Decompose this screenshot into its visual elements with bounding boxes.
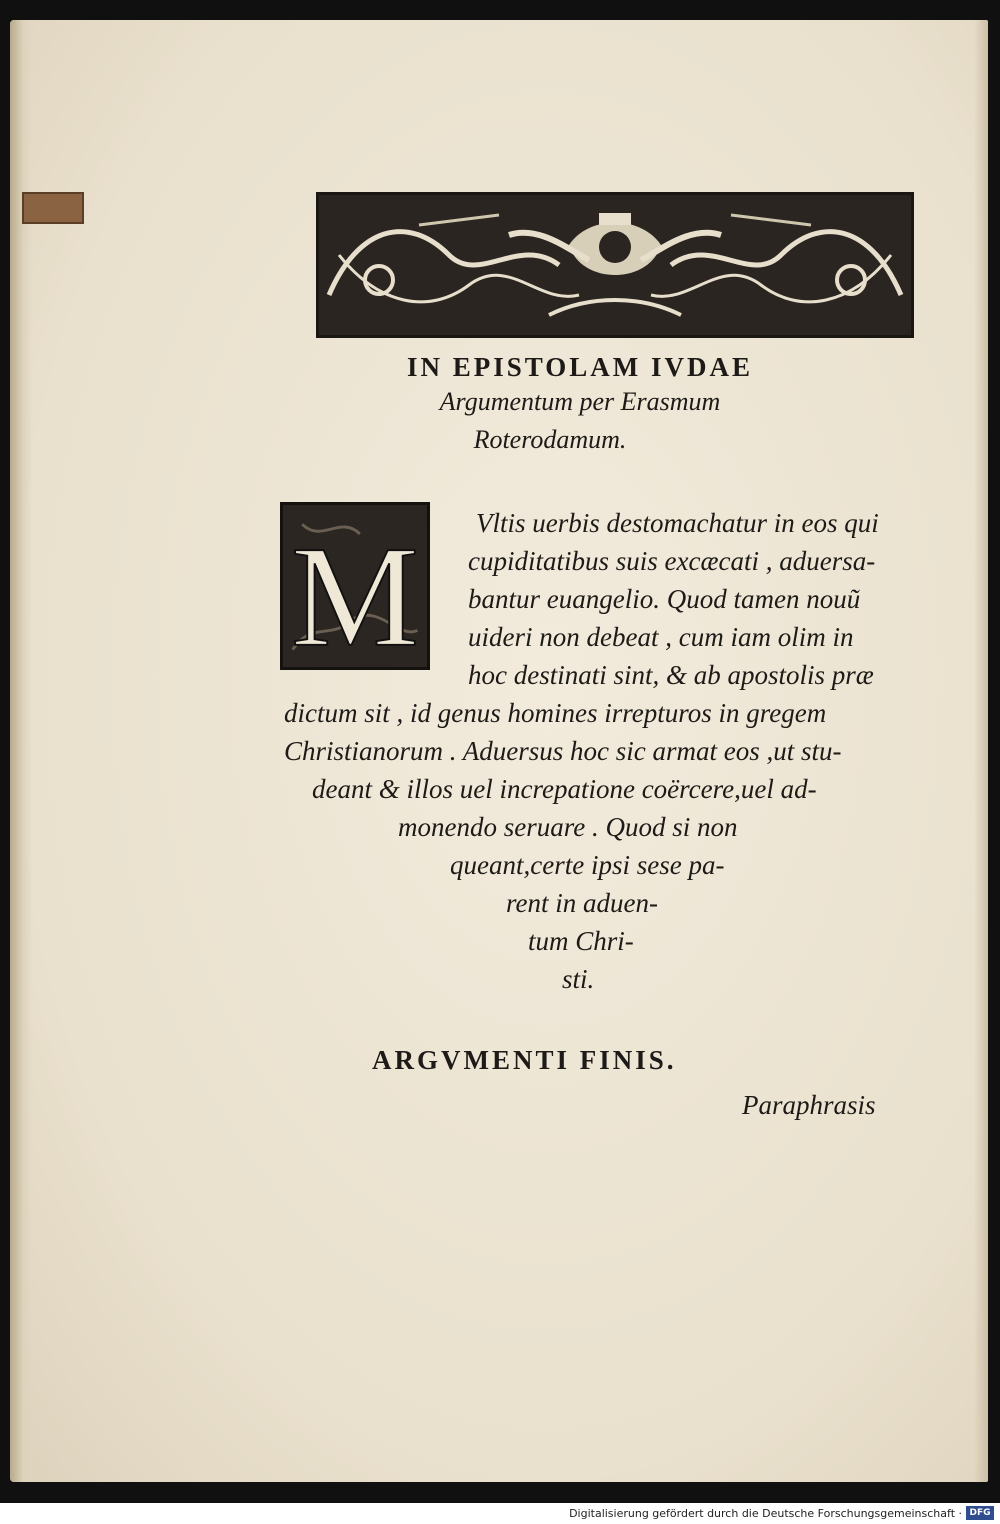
svg-text:M: M <box>290 516 420 667</box>
text-line: sti. <box>562 964 595 994</box>
title-line: IN EPISTOLAM IVDAE <box>406 352 754 382</box>
text-line: rent in aduen- <box>506 888 658 918</box>
text-line: deant & illos uel increpatione coërcere,uel ad- <box>312 774 817 804</box>
text-line: dictum sit , id genus homines irrepturos in gregem <box>284 698 827 728</box>
text-line: hoc destinati sint, & ab apostolis præ <box>468 660 874 690</box>
subtitle-line: Argumentum per Erasmum <box>439 387 721 416</box>
text-line: queant,certe ipsi sese pa- <box>450 850 725 880</box>
subtitle-line-2: Roterodamum. <box>473 425 627 454</box>
text-line: Vltis uerbis destomachatur in eos qui <box>476 508 879 538</box>
catchword: Paraphrasis <box>742 1090 876 1120</box>
footer-bar <box>0 1503 1000 1524</box>
text-line: bantur euangelio. Quod tamen nouũ <box>468 584 861 614</box>
text-line: cupiditatibus suis excæcati , aduersa- <box>468 546 876 576</box>
footer-credit: Digitalisierung gefördert durch die Deutsche Forschungsgemeinschaft · <box>569 1507 962 1520</box>
text-line: tum Chri- <box>528 926 634 956</box>
finis-line: ARGVMENTI FINIS. <box>372 1045 677 1075</box>
text-line: monendo seruare . Quod si non <box>398 812 738 842</box>
text-line: uideri non debeat , cum iam olim in <box>468 622 854 652</box>
dfg-logo-icon[interactable]: DFG <box>966 1506 994 1520</box>
text-line: Christianorum . Aduersus hoc sic armat eos ,ut stu- <box>284 736 842 766</box>
